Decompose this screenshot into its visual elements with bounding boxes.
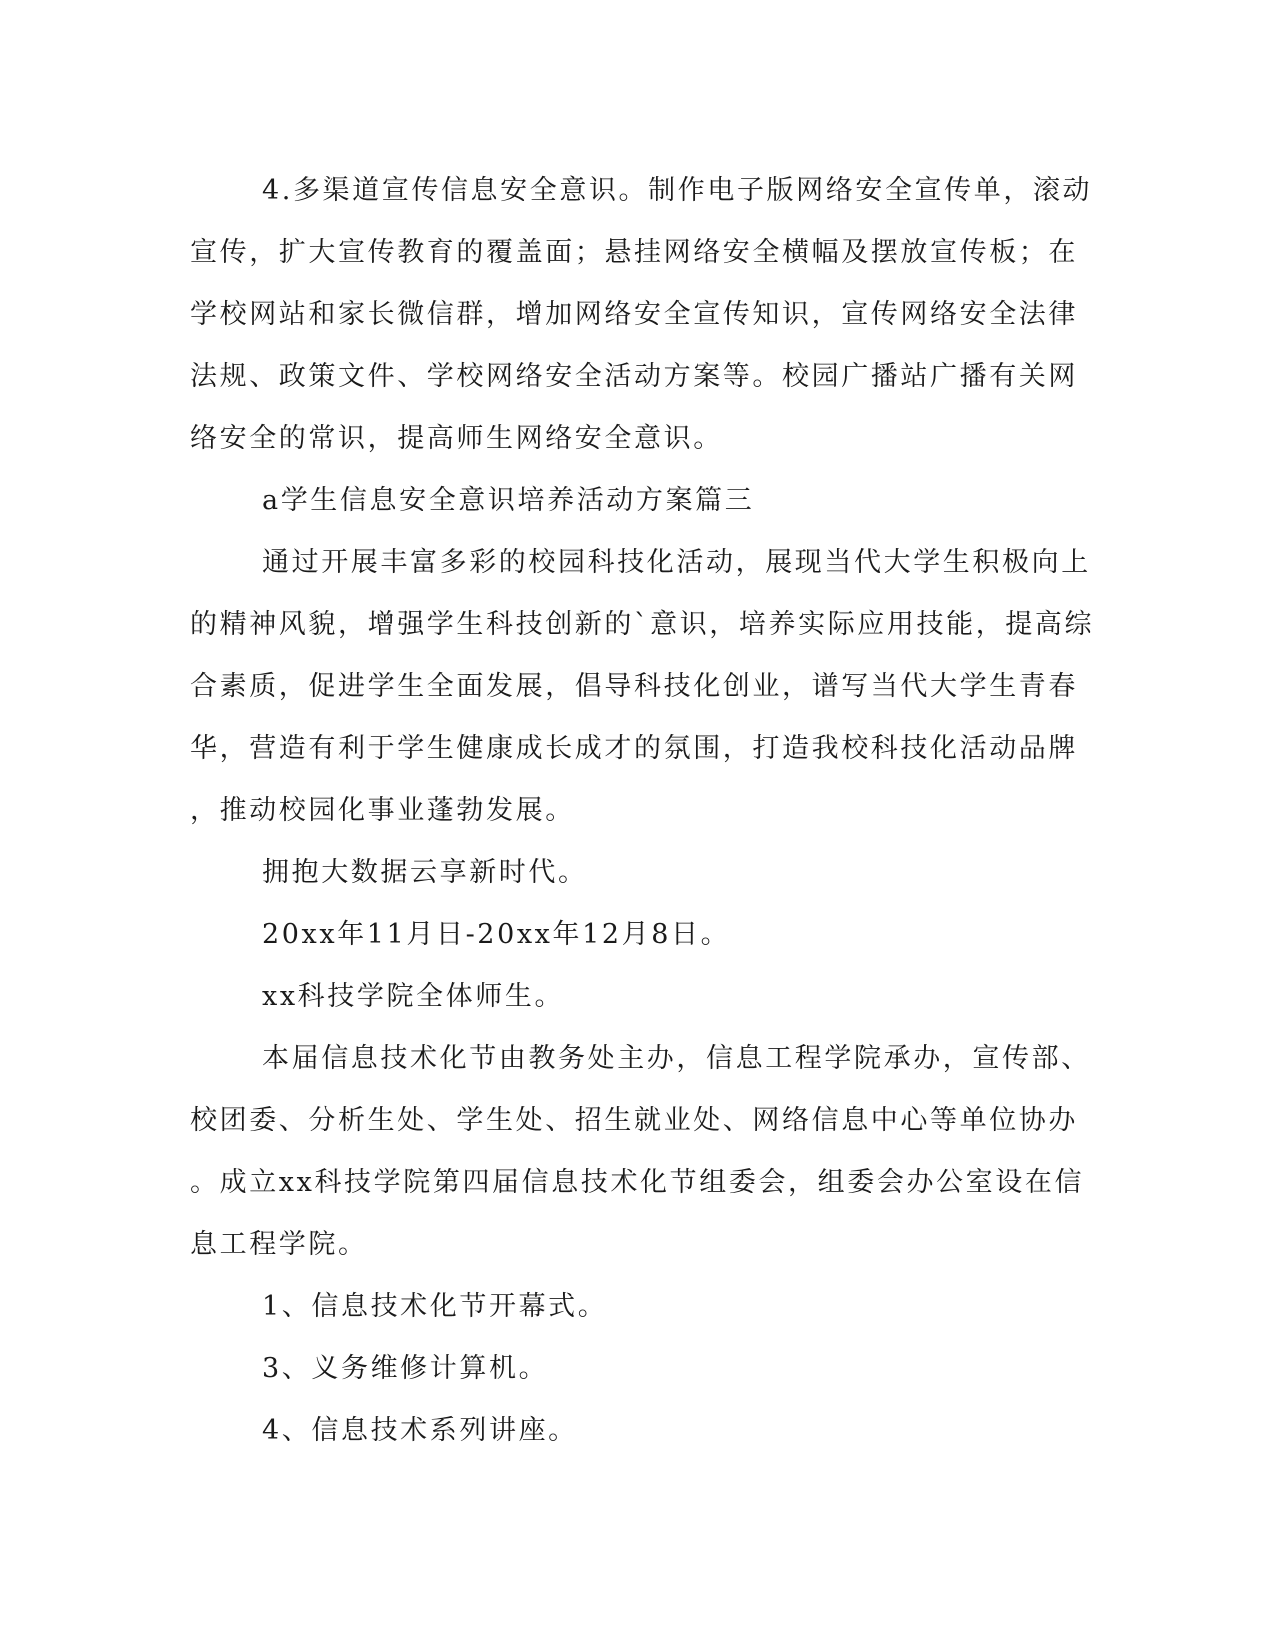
text-line: 合素质，促进学生全面发展，倡导科技化创业，谱写当代大学生青春 <box>190 671 1078 702</box>
list-item <box>190 1338 1070 1400</box>
text-line: 4.多渠道宣传信息安全意识。制作电子版网络安全宣传单，滚动 <box>262 175 1093 206</box>
paragraph-organizers <box>190 1028 1091 1276</box>
section-heading <box>190 470 1070 532</box>
text-line: xx科技学院全体师生。 <box>262 981 565 1012</box>
text-line: 。成立xx科技学院第四届信息技术化节组委会，组委会办公室设在信 <box>190 1167 1085 1198</box>
text-line: 3、义务维修计算机。 <box>262 1353 549 1384</box>
document-body <box>190 160 1095 1462</box>
text-line: 20xx年11月日-20xx年12月8日。 <box>262 919 731 950</box>
paragraph-purpose <box>190 532 1095 842</box>
text-line: 法规、政策文件、学校网络安全活动方案等。校园广播站广播有关网 <box>190 361 1078 392</box>
text-line: 1、信息技术化节开幕式。 <box>262 1291 608 1322</box>
text-line: 络安全的常识，提高师生网络安全意识。 <box>190 423 723 454</box>
paragraph-publicity <box>190 160 1093 470</box>
paragraph-theme <box>190 842 1070 904</box>
text-line: 4、信息技术系列讲座。 <box>262 1415 578 1446</box>
text-line: 拥抱大数据云享新时代。 <box>262 857 588 888</box>
text-line: 华，营造有利于学生健康成长成才的氛围，打造我校科技化活动品牌 <box>190 733 1078 764</box>
text-line: 本届信息技术化节由教务处主办，信息工程学院承办，宣传部、 <box>262 1043 1091 1074</box>
list-item <box>190 1400 1070 1462</box>
heading-line: a学生信息安全意识培养活动方案篇三 <box>262 485 755 516</box>
text-line: 通过开展丰富多彩的校园科技化活动，展现当代大学生积极向上 <box>262 547 1091 578</box>
text-line: ，推动校园化事业蓬勃发展。 <box>190 795 575 826</box>
text-line: 的精神风貌，增强学生科技创新的`意识，培养实际应用技能，提高综 <box>190 609 1095 640</box>
list-item <box>190 1276 1070 1338</box>
text-line: 宣传，扩大宣传教育的覆盖面；悬挂网络安全横幅及摆放宣传板；在 <box>190 237 1078 268</box>
text-line: 学校网站和家长微信群，增加网络安全宣传知识，宣传网络安全法律 <box>190 299 1078 330</box>
paragraph-participants <box>190 966 1070 1028</box>
text-line: 息工程学院。 <box>190 1229 368 1260</box>
text-line: 校团委、分析生处、学生处、招生就业处、网络信息中心等单位协办 <box>190 1105 1078 1136</box>
paragraph-time <box>190 904 1070 966</box>
